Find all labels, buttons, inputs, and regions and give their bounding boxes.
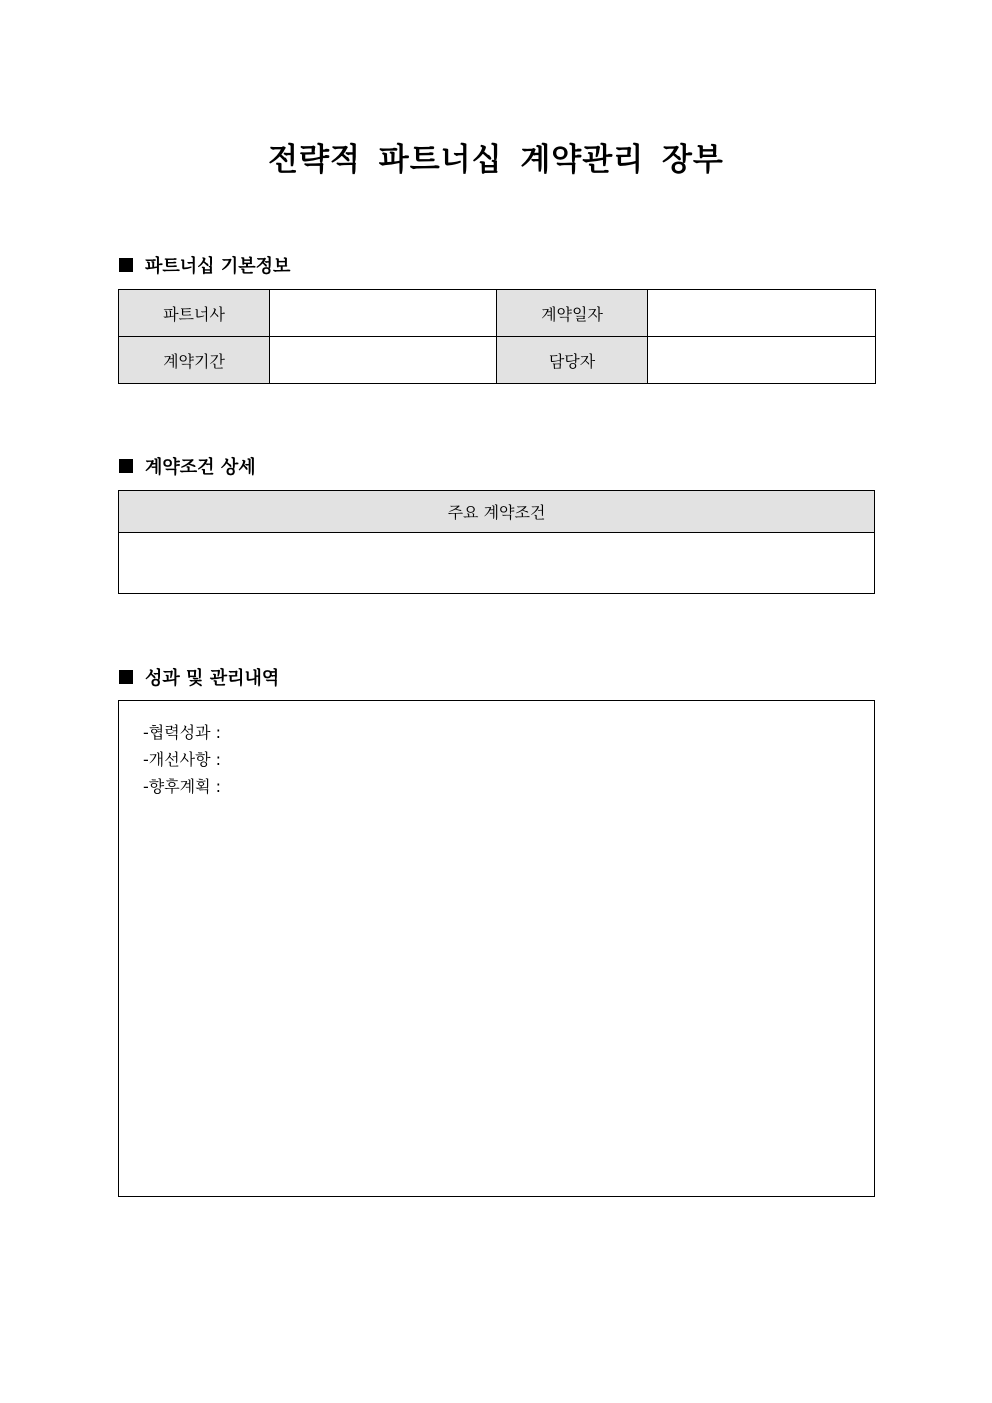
records-list: [143, 719, 221, 800]
section-heading-terms: [119, 453, 256, 479]
partner-field[interactable]: [270, 290, 497, 337]
contract-date-field[interactable]: [648, 290, 876, 337]
cooperation-results-line: -협력성과 :: [143, 723, 222, 742]
table-row: [119, 337, 876, 384]
future-plans-line: -향후계획 :: [143, 777, 222, 796]
section-heading-label: 파트너십 기본정보: [145, 256, 291, 277]
square-bullet-icon: [119, 258, 133, 272]
basic-info-table: [118, 289, 876, 384]
table-row: [119, 290, 876, 337]
contract-date-label: 계약일자: [497, 290, 648, 337]
document-title: 전략적 파트너십 계약관리 장부: [268, 142, 724, 178]
section-heading-basic-info: [119, 252, 290, 278]
section-heading-records: [119, 664, 279, 690]
terms-table: [118, 490, 875, 594]
manager-label: 담당자: [497, 337, 648, 384]
partner-label: 파트너사: [119, 290, 270, 337]
square-bullet-icon: [119, 670, 133, 684]
table-row: [119, 491, 875, 533]
terms-content-field[interactable]: [119, 533, 875, 594]
square-bullet-icon: [119, 459, 133, 473]
terms-table-header: 주요 계약조건: [119, 491, 875, 533]
table-row: [119, 533, 875, 594]
manager-field[interactable]: [648, 337, 876, 384]
contract-period-field[interactable]: [270, 337, 497, 384]
improvements-line: -개선사항 :: [143, 750, 222, 769]
records-box[interactable]: [118, 700, 875, 1197]
section-heading-label: 계약조건 상세: [145, 457, 256, 478]
contract-period-label: 계약기간: [119, 337, 270, 384]
section-heading-label: 성과 및 관리내역: [145, 668, 280, 689]
